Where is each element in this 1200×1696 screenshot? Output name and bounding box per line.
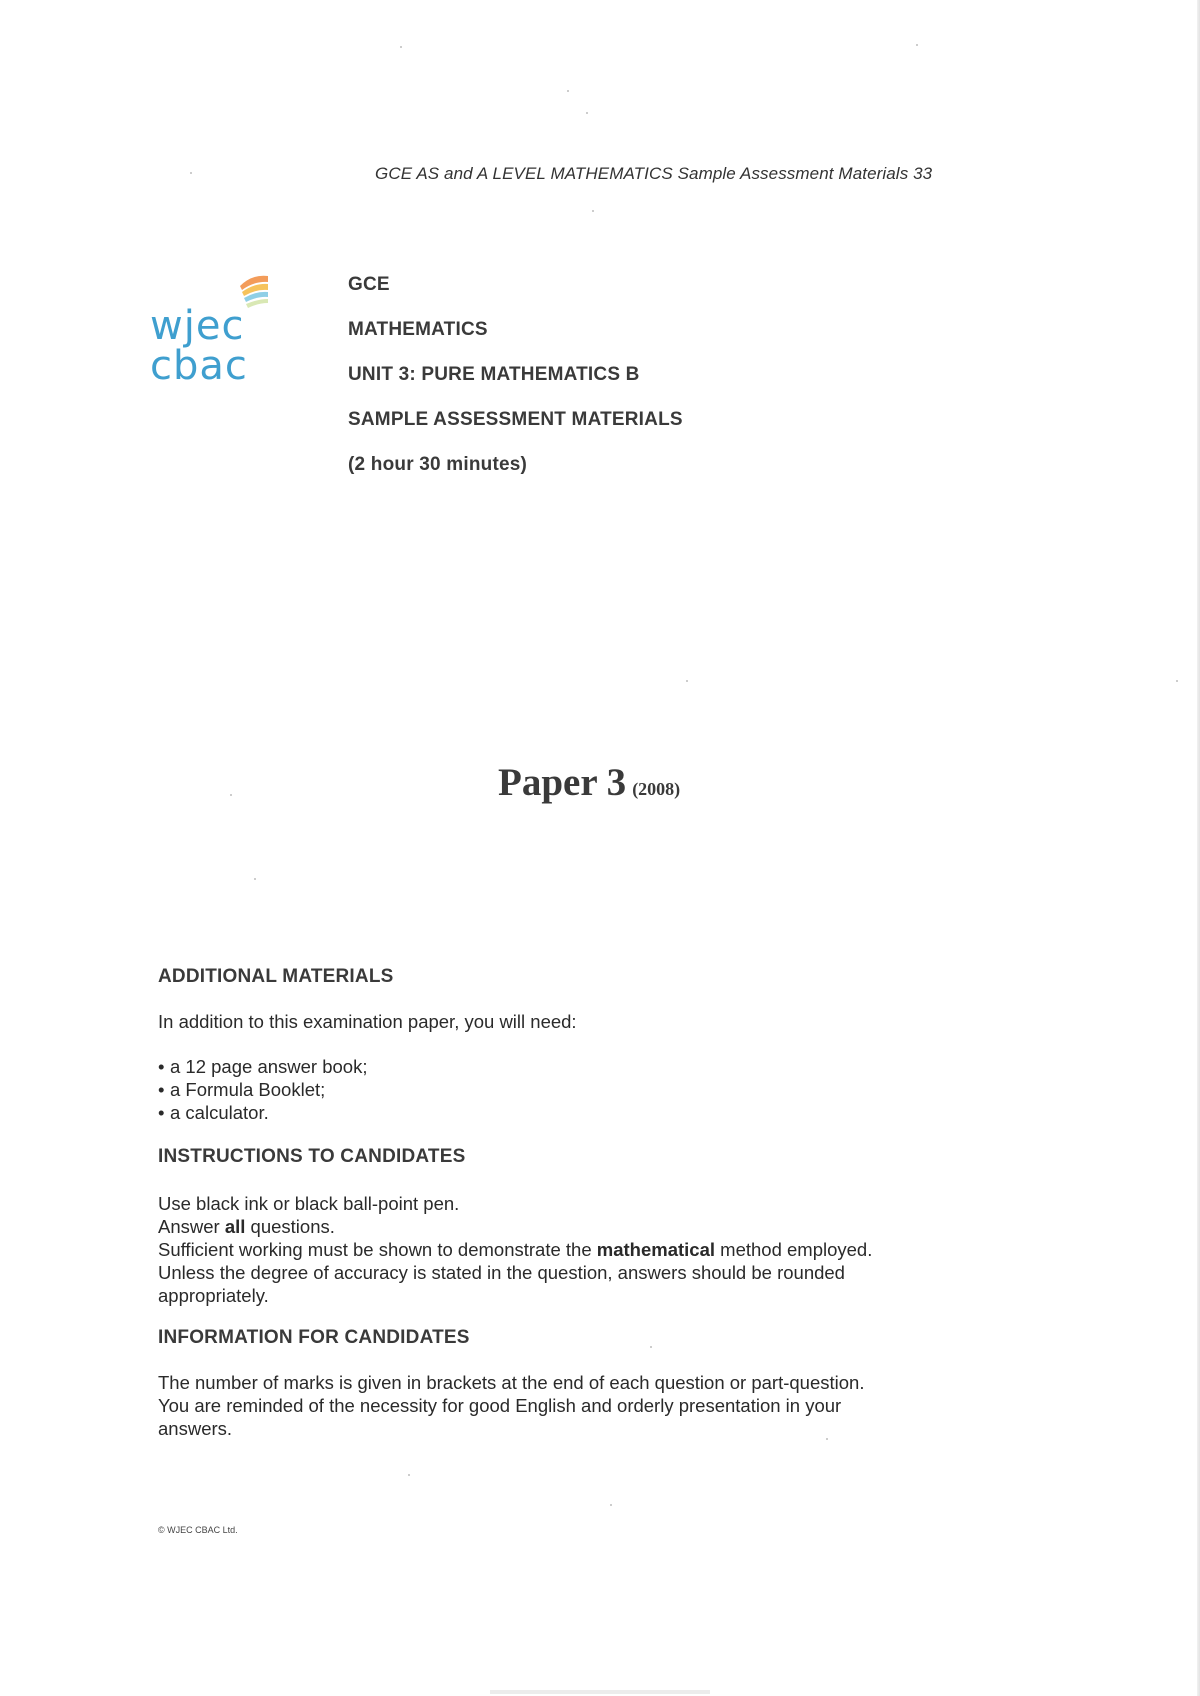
scan-speck bbox=[610, 1504, 612, 1506]
logo-line-wjec: wjec bbox=[150, 303, 245, 349]
instruction-line: Use black ink or black ball-point pen. bbox=[158, 1193, 460, 1214]
additional-materials-section bbox=[158, 965, 577, 1124]
copyright-notice: © WJEC CBAC Ltd. bbox=[158, 1525, 238, 1535]
materials-list bbox=[158, 1055, 577, 1124]
information-heading: INFORMATION FOR CANDIDATES bbox=[158, 1327, 470, 1348]
scan-speck bbox=[408, 1474, 410, 1476]
instruction-line: appropriately. bbox=[158, 1285, 269, 1306]
scan-speck bbox=[592, 210, 594, 212]
instructions-section bbox=[158, 1145, 872, 1307]
qualification-label: GCE bbox=[348, 274, 390, 295]
list-item: • a 12 page answer book; bbox=[158, 1056, 368, 1077]
unit-label: UNIT 3: PURE MATHEMATICS B bbox=[348, 364, 640, 385]
list-item: • a calculator. bbox=[158, 1102, 269, 1123]
scan-speck bbox=[254, 878, 256, 880]
instructions-heading: INSTRUCTIONS TO CANDIDATES bbox=[158, 1146, 466, 1167]
scan-speck bbox=[567, 90, 569, 92]
duration-label: (2 hour 30 minutes) bbox=[348, 454, 528, 475]
paper-year: (2008) bbox=[632, 779, 681, 799]
paper-number: Paper 3 bbox=[498, 761, 627, 804]
instruction-line: Sufficient working must be shown to demonstrate the mathematical method employed. bbox=[158, 1239, 873, 1260]
information-section bbox=[158, 1326, 864, 1440]
scan-speck bbox=[400, 46, 402, 48]
bullet-icon: • bbox=[158, 1079, 165, 1100]
subject-label: MATHEMATICS bbox=[348, 319, 488, 340]
scan-speck bbox=[230, 794, 232, 796]
list-item: • a Formula Booklet; bbox=[158, 1079, 326, 1100]
scan-speck bbox=[916, 44, 918, 46]
additional-materials-intro: In addition to this examination paper, you will need: bbox=[158, 1011, 577, 1032]
instruction-line: Unless the degree of accuracy is stated in the question, answers should be rounded bbox=[158, 1262, 845, 1283]
additional-materials-heading: ADDITIONAL MATERIALS bbox=[158, 966, 394, 987]
paper-title bbox=[498, 760, 680, 805]
logo-line-cbac: cbac bbox=[150, 343, 248, 389]
scan-speck bbox=[190, 172, 192, 174]
scan-speck bbox=[1176, 680, 1178, 682]
scan-speck bbox=[586, 112, 588, 114]
scan-speck bbox=[686, 680, 688, 682]
instruction-line: Answer all questions. bbox=[158, 1216, 335, 1237]
title-block bbox=[348, 274, 683, 499]
logo-wordmark bbox=[150, 303, 248, 389]
information-line: You are reminded of the necessity for good English and orderly presentation in your bbox=[158, 1395, 842, 1416]
information-line: answers. bbox=[158, 1418, 233, 1439]
wjec-cbac-logo bbox=[150, 272, 270, 402]
running-head: GCE AS and A LEVEL MATHEMATICS Sample Assessment Materials 33 bbox=[375, 164, 933, 183]
materials-label: SAMPLE ASSESSMENT MATERIALS bbox=[348, 409, 683, 430]
bullet-icon: • bbox=[158, 1102, 165, 1123]
information-line: The number of marks is given in brackets at the end of each question or part-question. bbox=[158, 1372, 865, 1393]
bullet-icon: • bbox=[158, 1056, 165, 1077]
scan-smudge bbox=[490, 1690, 710, 1694]
